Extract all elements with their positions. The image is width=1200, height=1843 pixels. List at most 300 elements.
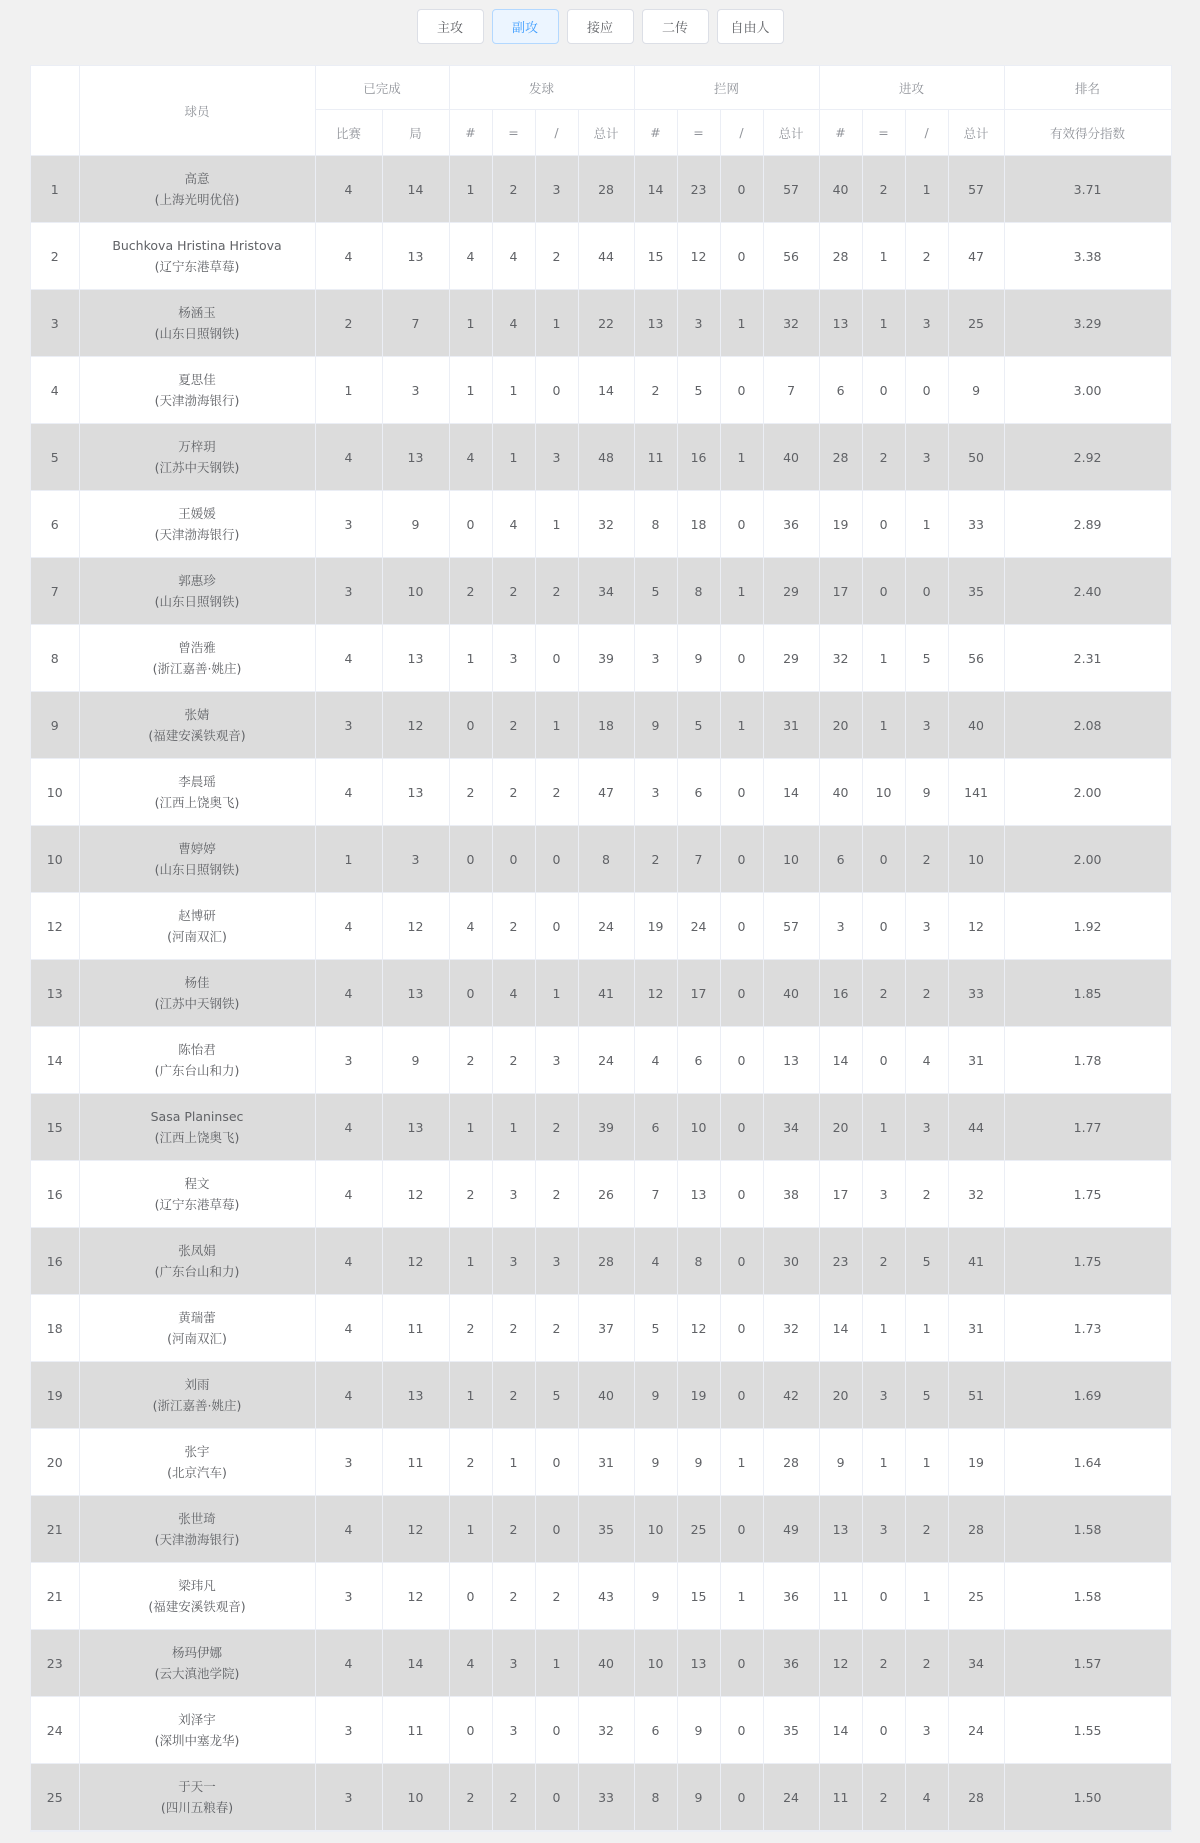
tab-opposite[interactable]: 接应 (567, 9, 634, 44)
cell-serve-eq: 2 (492, 1295, 535, 1362)
cell-attack-hash: 17 (819, 1161, 862, 1228)
cell-matches: 3 (315, 1764, 382, 1831)
cell-attack-eq: 1 (862, 1295, 905, 1362)
cell-block-eq: 7 (677, 826, 720, 893)
cell-attack-hash: 6 (819, 826, 862, 893)
cell-attack-hash: 6 (819, 357, 862, 424)
cell-block-eq: 8 (677, 1228, 720, 1295)
cell-player (79, 1429, 315, 1496)
cell-serve-eq: 1 (492, 424, 535, 491)
cell-attack-hash: 14 (819, 1295, 862, 1362)
cell-attack-slash: 1 (905, 491, 948, 558)
table-row (31, 625, 1171, 692)
cell-attack-hash: 23 (819, 1228, 862, 1295)
cell-block-total: 36 (763, 1630, 819, 1697)
cell-attack-slash: 3 (905, 893, 948, 960)
cell-block-hash: 10 (634, 1630, 677, 1697)
cell-matches: 4 (315, 223, 382, 290)
cell-serve-eq: 3 (492, 1630, 535, 1697)
cell-attack-slash: 2 (905, 960, 948, 1027)
header-serve-total: 总计 (578, 110, 634, 156)
cell-block-slash: 0 (720, 491, 763, 558)
header-completed: 已完成 (315, 66, 449, 110)
cell-player (79, 1228, 315, 1295)
table-row (31, 692, 1171, 759)
player-team: (福建安溪铁观音) (148, 1599, 246, 1614)
player-team: (江西上饶奥飞) (154, 795, 240, 810)
cell-block-eq: 24 (677, 893, 720, 960)
cell-serve-slash: 2 (535, 1563, 578, 1630)
cell-attack-total: 50 (948, 424, 1004, 491)
header-attack: 进攻 (819, 66, 1004, 110)
cell-sets: 9 (382, 1027, 449, 1094)
cell-block-slash: 1 (720, 290, 763, 357)
cell-matches: 4 (315, 759, 382, 826)
cell-block-total: 36 (763, 1563, 819, 1630)
cell-attack-eq: 1 (862, 1429, 905, 1496)
cell-serve-eq: 2 (492, 1496, 535, 1563)
cell-serve-eq: 2 (492, 558, 535, 625)
cell-serve-hash: 2 (449, 558, 492, 625)
cell-attack-eq: 1 (862, 1094, 905, 1161)
cell-attack-total: 28 (948, 1764, 1004, 1831)
cell-rank: 5 (31, 424, 79, 491)
table-row (31, 826, 1171, 893)
cell-block-eq: 9 (677, 625, 720, 692)
header-player: 球员 (79, 66, 315, 156)
cell-rank: 4 (31, 357, 79, 424)
cell-block-slash: 0 (720, 960, 763, 1027)
table-row (31, 290, 1171, 357)
cell-serve-total: 39 (578, 1094, 634, 1161)
cell-block-total: 31 (763, 692, 819, 759)
cell-attack-total: 32 (948, 1161, 1004, 1228)
cell-matches: 3 (315, 1429, 382, 1496)
cell-block-slash: 0 (720, 1295, 763, 1362)
cell-attack-total: 9 (948, 357, 1004, 424)
cell-block-slash: 1 (720, 692, 763, 759)
player-name: 程文 (184, 1176, 210, 1191)
cell-block-hash: 6 (634, 1697, 677, 1764)
player-team: (天津渤海银行) (154, 1532, 240, 1547)
cell-attack-slash: 2 (905, 1161, 948, 1228)
cell-block-eq: 9 (677, 1429, 720, 1496)
cell-index: 2.89 (1004, 491, 1171, 558)
table-row (31, 1228, 1171, 1295)
header-block-eq: = (677, 110, 720, 156)
cell-index: 1.58 (1004, 1496, 1171, 1563)
cell-sets: 12 (382, 1496, 449, 1563)
tab-outside-hitter[interactable]: 主攻 (417, 9, 484, 44)
cell-serve-hash: 0 (449, 826, 492, 893)
cell-serve-total: 18 (578, 692, 634, 759)
cell-matches: 3 (315, 1697, 382, 1764)
cell-attack-eq: 0 (862, 1563, 905, 1630)
cell-attack-total: 33 (948, 491, 1004, 558)
header-serve-hash: # (449, 110, 492, 156)
cell-serve-total: 28 (578, 156, 634, 223)
table-row (31, 960, 1171, 1027)
cell-block-eq: 15 (677, 1563, 720, 1630)
header-rank: 排名 (1004, 66, 1171, 110)
table-row (31, 424, 1171, 491)
player-team: (浙江嘉善·姚庄) (152, 1398, 242, 1413)
player-team: (上海光明优倍) (154, 192, 240, 207)
cell-serve-total: 14 (578, 357, 634, 424)
cell-rank: 16 (31, 1228, 79, 1295)
cell-serve-slash: 2 (535, 1161, 578, 1228)
cell-player (79, 1094, 315, 1161)
cell-attack-eq: 1 (862, 223, 905, 290)
cell-attack-total: 33 (948, 960, 1004, 1027)
cell-rank: 10 (31, 759, 79, 826)
cell-attack-slash: 2 (905, 1496, 948, 1563)
cell-serve-total: 40 (578, 1362, 634, 1429)
cell-attack-total: 25 (948, 1563, 1004, 1630)
cell-matches: 4 (315, 1295, 382, 1362)
header-attack-hash: # (819, 110, 862, 156)
cell-attack-total: 28 (948, 1496, 1004, 1563)
cell-serve-slash: 0 (535, 625, 578, 692)
cell-matches: 4 (315, 1161, 382, 1228)
player-team: (深圳中塞龙华) (154, 1733, 240, 1748)
cell-serve-total: 28 (578, 1228, 634, 1295)
cell-serve-total: 40 (578, 1630, 634, 1697)
cell-serve-total: 8 (578, 826, 634, 893)
header-sets: 局 (382, 110, 449, 156)
cell-serve-total: 43 (578, 1563, 634, 1630)
cell-attack-hash: 20 (819, 692, 862, 759)
cell-serve-hash: 0 (449, 692, 492, 759)
cell-block-total: 56 (763, 223, 819, 290)
cell-block-eq: 16 (677, 424, 720, 491)
cell-index: 1.85 (1004, 960, 1171, 1027)
cell-attack-hash: 12 (819, 1630, 862, 1697)
cell-block-slash: 1 (720, 558, 763, 625)
cell-block-total: 40 (763, 424, 819, 491)
cell-serve-eq: 2 (492, 1563, 535, 1630)
cell-sets: 12 (382, 692, 449, 759)
table-row (31, 1697, 1171, 1764)
cell-serve-total: 22 (578, 290, 634, 357)
cell-attack-hash: 13 (819, 1496, 862, 1563)
cell-block-hash: 19 (634, 893, 677, 960)
cell-serve-eq: 3 (492, 625, 535, 692)
cell-block-total: 35 (763, 1697, 819, 1764)
cell-attack-slash: 3 (905, 424, 948, 491)
tab-middle-blocker[interactable]: 副攻 (492, 9, 559, 44)
cell-block-total: 57 (763, 156, 819, 223)
cell-rank: 2 (31, 223, 79, 290)
cell-serve-eq: 2 (492, 759, 535, 826)
cell-serve-slash: 0 (535, 1697, 578, 1764)
cell-serve-slash: 1 (535, 692, 578, 759)
cell-block-eq: 5 (677, 692, 720, 759)
cell-attack-eq: 0 (862, 826, 905, 893)
cell-player (79, 290, 315, 357)
cell-index: 3.38 (1004, 223, 1171, 290)
cell-attack-hash: 9 (819, 1429, 862, 1496)
cell-attack-slash: 9 (905, 759, 948, 826)
cell-attack-hash: 32 (819, 625, 862, 692)
table-row (31, 223, 1171, 290)
player-name: 张婧 (184, 707, 210, 722)
table-row (31, 558, 1171, 625)
cell-block-slash: 0 (720, 1630, 763, 1697)
cell-block-total: 29 (763, 558, 819, 625)
cell-attack-total: 56 (948, 625, 1004, 692)
cell-serve-eq: 2 (492, 893, 535, 960)
cell-sets: 13 (382, 1094, 449, 1161)
cell-rank: 10 (31, 826, 79, 893)
cell-matches: 3 (315, 558, 382, 625)
cell-attack-eq: 2 (862, 424, 905, 491)
cell-index: 3.29 (1004, 290, 1171, 357)
cell-serve-total: 31 (578, 1429, 634, 1496)
cell-block-eq: 13 (677, 1161, 720, 1228)
table-row (31, 357, 1171, 424)
cell-rank: 3 (31, 290, 79, 357)
cell-attack-eq: 0 (862, 357, 905, 424)
cell-serve-eq: 3 (492, 1228, 535, 1295)
cell-index: 1.75 (1004, 1228, 1171, 1295)
cell-sets: 13 (382, 960, 449, 1027)
cell-attack-total: 34 (948, 1630, 1004, 1697)
cell-serve-total: 47 (578, 759, 634, 826)
cell-block-total: 42 (763, 1362, 819, 1429)
cell-attack-eq: 3 (862, 1362, 905, 1429)
cell-attack-total: 47 (948, 223, 1004, 290)
cell-attack-hash: 14 (819, 1697, 862, 1764)
cell-attack-total: 41 (948, 1228, 1004, 1295)
cell-sets: 12 (382, 1161, 449, 1228)
cell-sets: 12 (382, 1563, 449, 1630)
cell-attack-total: 57 (948, 156, 1004, 223)
cell-attack-slash: 2 (905, 826, 948, 893)
cell-serve-total: 26 (578, 1161, 634, 1228)
cell-sets: 14 (382, 156, 449, 223)
cell-matches: 4 (315, 156, 382, 223)
player-name: 高意 (184, 171, 210, 186)
player-name: 曾浩雅 (178, 640, 216, 655)
cell-block-hash: 5 (634, 1295, 677, 1362)
header-matches: 比赛 (315, 110, 382, 156)
cell-rank: 16 (31, 1161, 79, 1228)
cell-index: 1.69 (1004, 1362, 1171, 1429)
cell-attack-total: 31 (948, 1027, 1004, 1094)
player-name: 王媛媛 (178, 506, 216, 521)
header-block-hash: # (634, 110, 677, 156)
player-name: 张世琦 (178, 1511, 216, 1526)
cell-attack-slash: 3 (905, 1094, 948, 1161)
cell-sets: 13 (382, 1362, 449, 1429)
cell-serve-total: 24 (578, 1027, 634, 1094)
cell-block-eq: 9 (677, 1764, 720, 1831)
player-team: (北京汽车) (167, 1465, 227, 1480)
cell-block-total: 13 (763, 1027, 819, 1094)
cell-matches: 3 (315, 692, 382, 759)
cell-block-hash: 7 (634, 1161, 677, 1228)
cell-sets: 14 (382, 1630, 449, 1697)
cell-block-total: 32 (763, 1295, 819, 1362)
stats-table-container (30, 65, 1172, 1832)
cell-sets: 11 (382, 1429, 449, 1496)
cell-rank: 24 (31, 1697, 79, 1764)
cell-index: 3.71 (1004, 156, 1171, 223)
cell-player (79, 893, 315, 960)
table-row (31, 156, 1171, 223)
header-serve-slash: / (535, 110, 578, 156)
cell-serve-slash: 3 (535, 1228, 578, 1295)
cell-block-total: 38 (763, 1161, 819, 1228)
header-index: 有效得分指数 (1004, 110, 1171, 156)
cell-block-eq: 6 (677, 1027, 720, 1094)
cell-sets: 9 (382, 491, 449, 558)
cell-matches: 4 (315, 625, 382, 692)
cell-matches: 1 (315, 357, 382, 424)
cell-block-eq: 3 (677, 290, 720, 357)
cell-serve-eq: 1 (492, 1429, 535, 1496)
cell-serve-slash: 0 (535, 893, 578, 960)
cell-serve-hash: 0 (449, 1563, 492, 1630)
tab-setter[interactable]: 二传 (642, 9, 709, 44)
cell-block-slash: 0 (720, 1094, 763, 1161)
cell-block-total: 32 (763, 290, 819, 357)
cell-serve-eq: 3 (492, 1161, 535, 1228)
cell-attack-total: 19 (948, 1429, 1004, 1496)
cell-attack-slash: 1 (905, 156, 948, 223)
player-name: Sasa Planinsec (150, 1109, 244, 1124)
cell-sets: 12 (382, 1228, 449, 1295)
cell-rank: 9 (31, 692, 79, 759)
cell-index: 1.77 (1004, 1094, 1171, 1161)
cell-block-total: 28 (763, 1429, 819, 1496)
cell-attack-slash: 4 (905, 1027, 948, 1094)
cell-attack-hash: 20 (819, 1362, 862, 1429)
header-block: 拦网 (634, 66, 819, 110)
cell-rank: 21 (31, 1563, 79, 1630)
cell-player (79, 1027, 315, 1094)
table-row (31, 759, 1171, 826)
player-name: 陈怡君 (178, 1042, 216, 1057)
cell-rank: 7 (31, 558, 79, 625)
player-name: 张宇 (184, 1444, 210, 1459)
cell-block-slash: 0 (720, 1027, 763, 1094)
cell-sets: 10 (382, 1764, 449, 1831)
cell-sets: 12 (382, 893, 449, 960)
cell-attack-hash: 40 (819, 759, 862, 826)
cell-block-eq: 9 (677, 1697, 720, 1764)
cell-index: 2.31 (1004, 625, 1171, 692)
cell-serve-hash: 2 (449, 1429, 492, 1496)
player-team: (广东台山和力) (154, 1063, 240, 1078)
cell-block-eq: 25 (677, 1496, 720, 1563)
cell-index: 1.64 (1004, 1429, 1171, 1496)
cell-rank: 20 (31, 1429, 79, 1496)
cell-block-slash: 0 (720, 357, 763, 424)
cell-index: 1.58 (1004, 1563, 1171, 1630)
cell-serve-hash: 2 (449, 1295, 492, 1362)
cell-serve-hash: 2 (449, 759, 492, 826)
cell-rank: 12 (31, 893, 79, 960)
cell-attack-slash: 3 (905, 692, 948, 759)
cell-block-slash: 0 (720, 223, 763, 290)
cell-serve-hash: 1 (449, 290, 492, 357)
cell-attack-slash: 2 (905, 223, 948, 290)
cell-sets: 13 (382, 759, 449, 826)
cell-block-total: 24 (763, 1764, 819, 1831)
cell-block-eq: 18 (677, 491, 720, 558)
cell-rank: 6 (31, 491, 79, 558)
player-name: Buchkova Hristina Hristova (112, 238, 282, 253)
cell-index: 2.92 (1004, 424, 1171, 491)
cell-player (79, 223, 315, 290)
player-team: (浙江嘉善·姚庄) (152, 661, 242, 676)
table-row (31, 1630, 1171, 1697)
player-name: 梁玮凡 (178, 1578, 216, 1593)
cell-sets: 10 (382, 558, 449, 625)
cell-player (79, 1295, 315, 1362)
cell-attack-hash: 40 (819, 156, 862, 223)
cell-serve-slash: 2 (535, 558, 578, 625)
cell-serve-total: 37 (578, 1295, 634, 1362)
cell-serve-slash: 0 (535, 357, 578, 424)
position-tabs (0, 8, 1200, 45)
cell-attack-eq: 2 (862, 1630, 905, 1697)
player-team: (山东日照钢铁) (154, 326, 240, 341)
cell-player (79, 357, 315, 424)
cell-attack-hash: 28 (819, 424, 862, 491)
cell-block-slash: 0 (720, 1161, 763, 1228)
cell-block-eq: 13 (677, 1630, 720, 1697)
cell-block-slash: 0 (720, 893, 763, 960)
cell-block-total: 57 (763, 893, 819, 960)
cell-sets: 11 (382, 1697, 449, 1764)
cell-index: 1.55 (1004, 1697, 1171, 1764)
cell-serve-slash: 1 (535, 290, 578, 357)
cell-serve-hash: 2 (449, 1764, 492, 1831)
table-row (31, 1161, 1171, 1228)
cell-serve-eq: 4 (492, 960, 535, 1027)
header-attack-slash: / (905, 110, 948, 156)
cell-attack-eq: 2 (862, 960, 905, 1027)
cell-serve-eq: 1 (492, 357, 535, 424)
player-name: 张凤娟 (178, 1243, 216, 1258)
stats-table (31, 66, 1172, 1831)
cell-block-total: 29 (763, 625, 819, 692)
cell-serve-hash: 1 (449, 156, 492, 223)
cell-attack-eq: 0 (862, 558, 905, 625)
tab-libero[interactable]: 自由人 (717, 9, 784, 44)
table-row (31, 1094, 1171, 1161)
player-team: (江西上饶奥飞) (154, 1130, 240, 1145)
cell-block-slash: 0 (720, 156, 763, 223)
cell-block-hash: 4 (634, 1027, 677, 1094)
cell-serve-slash: 3 (535, 1027, 578, 1094)
cell-serve-hash: 1 (449, 1496, 492, 1563)
cell-block-total: 10 (763, 826, 819, 893)
player-name: 夏思佳 (178, 372, 216, 387)
cell-serve-hash: 4 (449, 424, 492, 491)
player-team: (江苏中天钢铁) (154, 996, 240, 1011)
cell-block-eq: 5 (677, 357, 720, 424)
cell-rank: 25 (31, 1764, 79, 1831)
cell-block-eq: 19 (677, 1362, 720, 1429)
cell-serve-slash: 0 (535, 1429, 578, 1496)
cell-player (79, 1764, 315, 1831)
player-name: 郭惠珍 (178, 573, 216, 588)
cell-serve-eq: 2 (492, 1362, 535, 1429)
